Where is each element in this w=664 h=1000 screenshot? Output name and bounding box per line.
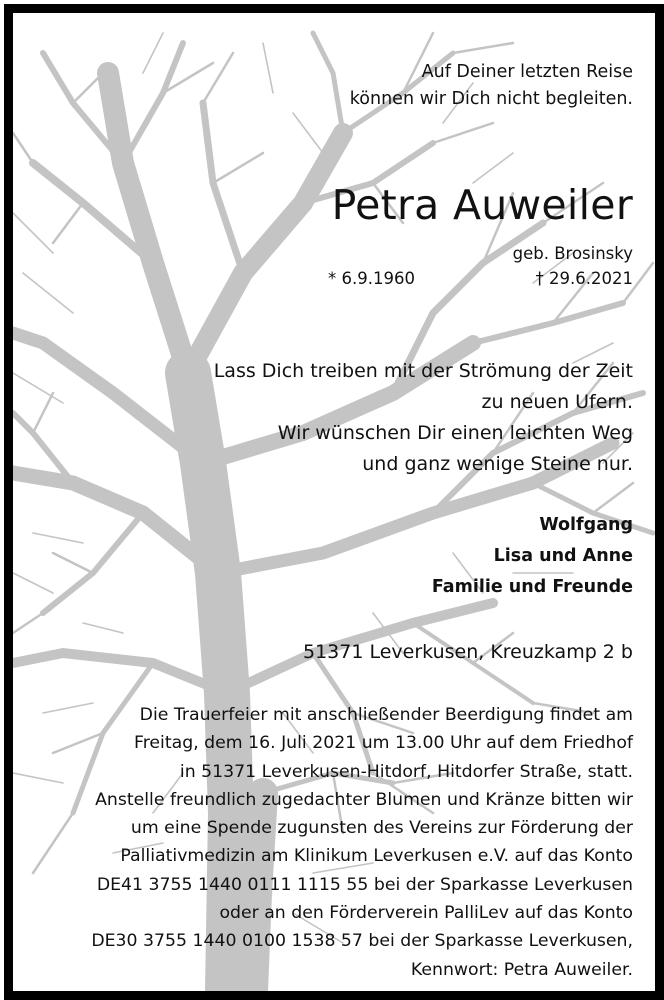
notice-line: Palliativmedizin am Klinikum Leverkusen e.V. auf das Konto: [120, 846, 633, 867]
notice-line: DE30 3755 1440 0100 1538 57 bei der Sparkasse Leverkusen,: [91, 931, 633, 952]
intro-verse: [350, 59, 633, 113]
mourners: [432, 510, 633, 603]
mourner-name: Familie und Freunde: [431, 577, 633, 597]
poem-line: Wir wünschen Dir einen leichten Weg: [277, 422, 633, 444]
deceased-name: Petra Auweiler: [331, 181, 633, 229]
notice-line: in 51371 Leverkusen-Hitdorf, Hitdorfer Straße, statt.: [179, 761, 633, 782]
obituary-card: [4, 4, 664, 1000]
address: 51371 Leverkusen, Kreuzkamp 2 b: [302, 641, 633, 663]
poem-line: Lass Dich treiben mit der Strömung der Zeit: [213, 360, 633, 382]
maiden-name: geb. Brosinsky: [512, 244, 633, 263]
notice-line: DE41 3755 1440 0111 1115 55 bei der Sparkasse Leverkusen: [96, 874, 633, 895]
mourner-name: Lisa und Anne: [493, 546, 633, 566]
birth-date: * 6.9.1960: [328, 269, 415, 288]
notice-line: Kennwort: Petra Auweiler.: [410, 959, 633, 980]
funeral-notice: [91, 701, 633, 984]
death-date: † 29.6.2021: [535, 269, 633, 288]
poem: [214, 356, 633, 480]
notice-line: Anstelle freundlich zugedachter Blumen und Kränze bitten wir: [95, 789, 633, 810]
mourner-name: Wolfgang: [539, 515, 633, 535]
notice-line: Freitag, dem 16. Juli 2021 um 13.00 Uhr auf dem Friedhof: [134, 733, 633, 754]
notice-line: oder an den Förderverein PalliLev auf das Konto: [219, 903, 633, 924]
intro-line: Auf Deiner letzten Reise: [421, 62, 633, 82]
notice-line: Die Trauerfeier mit anschließender Beerdigung findet am: [139, 705, 633, 725]
poem-line: zu neuen Ufern.: [481, 391, 633, 413]
notice-line: um eine Spende zugunsten des Vereins zur Förderung der: [130, 818, 633, 839]
intro-line: können wir Dich nicht begleiten.: [349, 89, 633, 109]
poem-line: und ganz wenige Steine nur.: [362, 453, 633, 475]
